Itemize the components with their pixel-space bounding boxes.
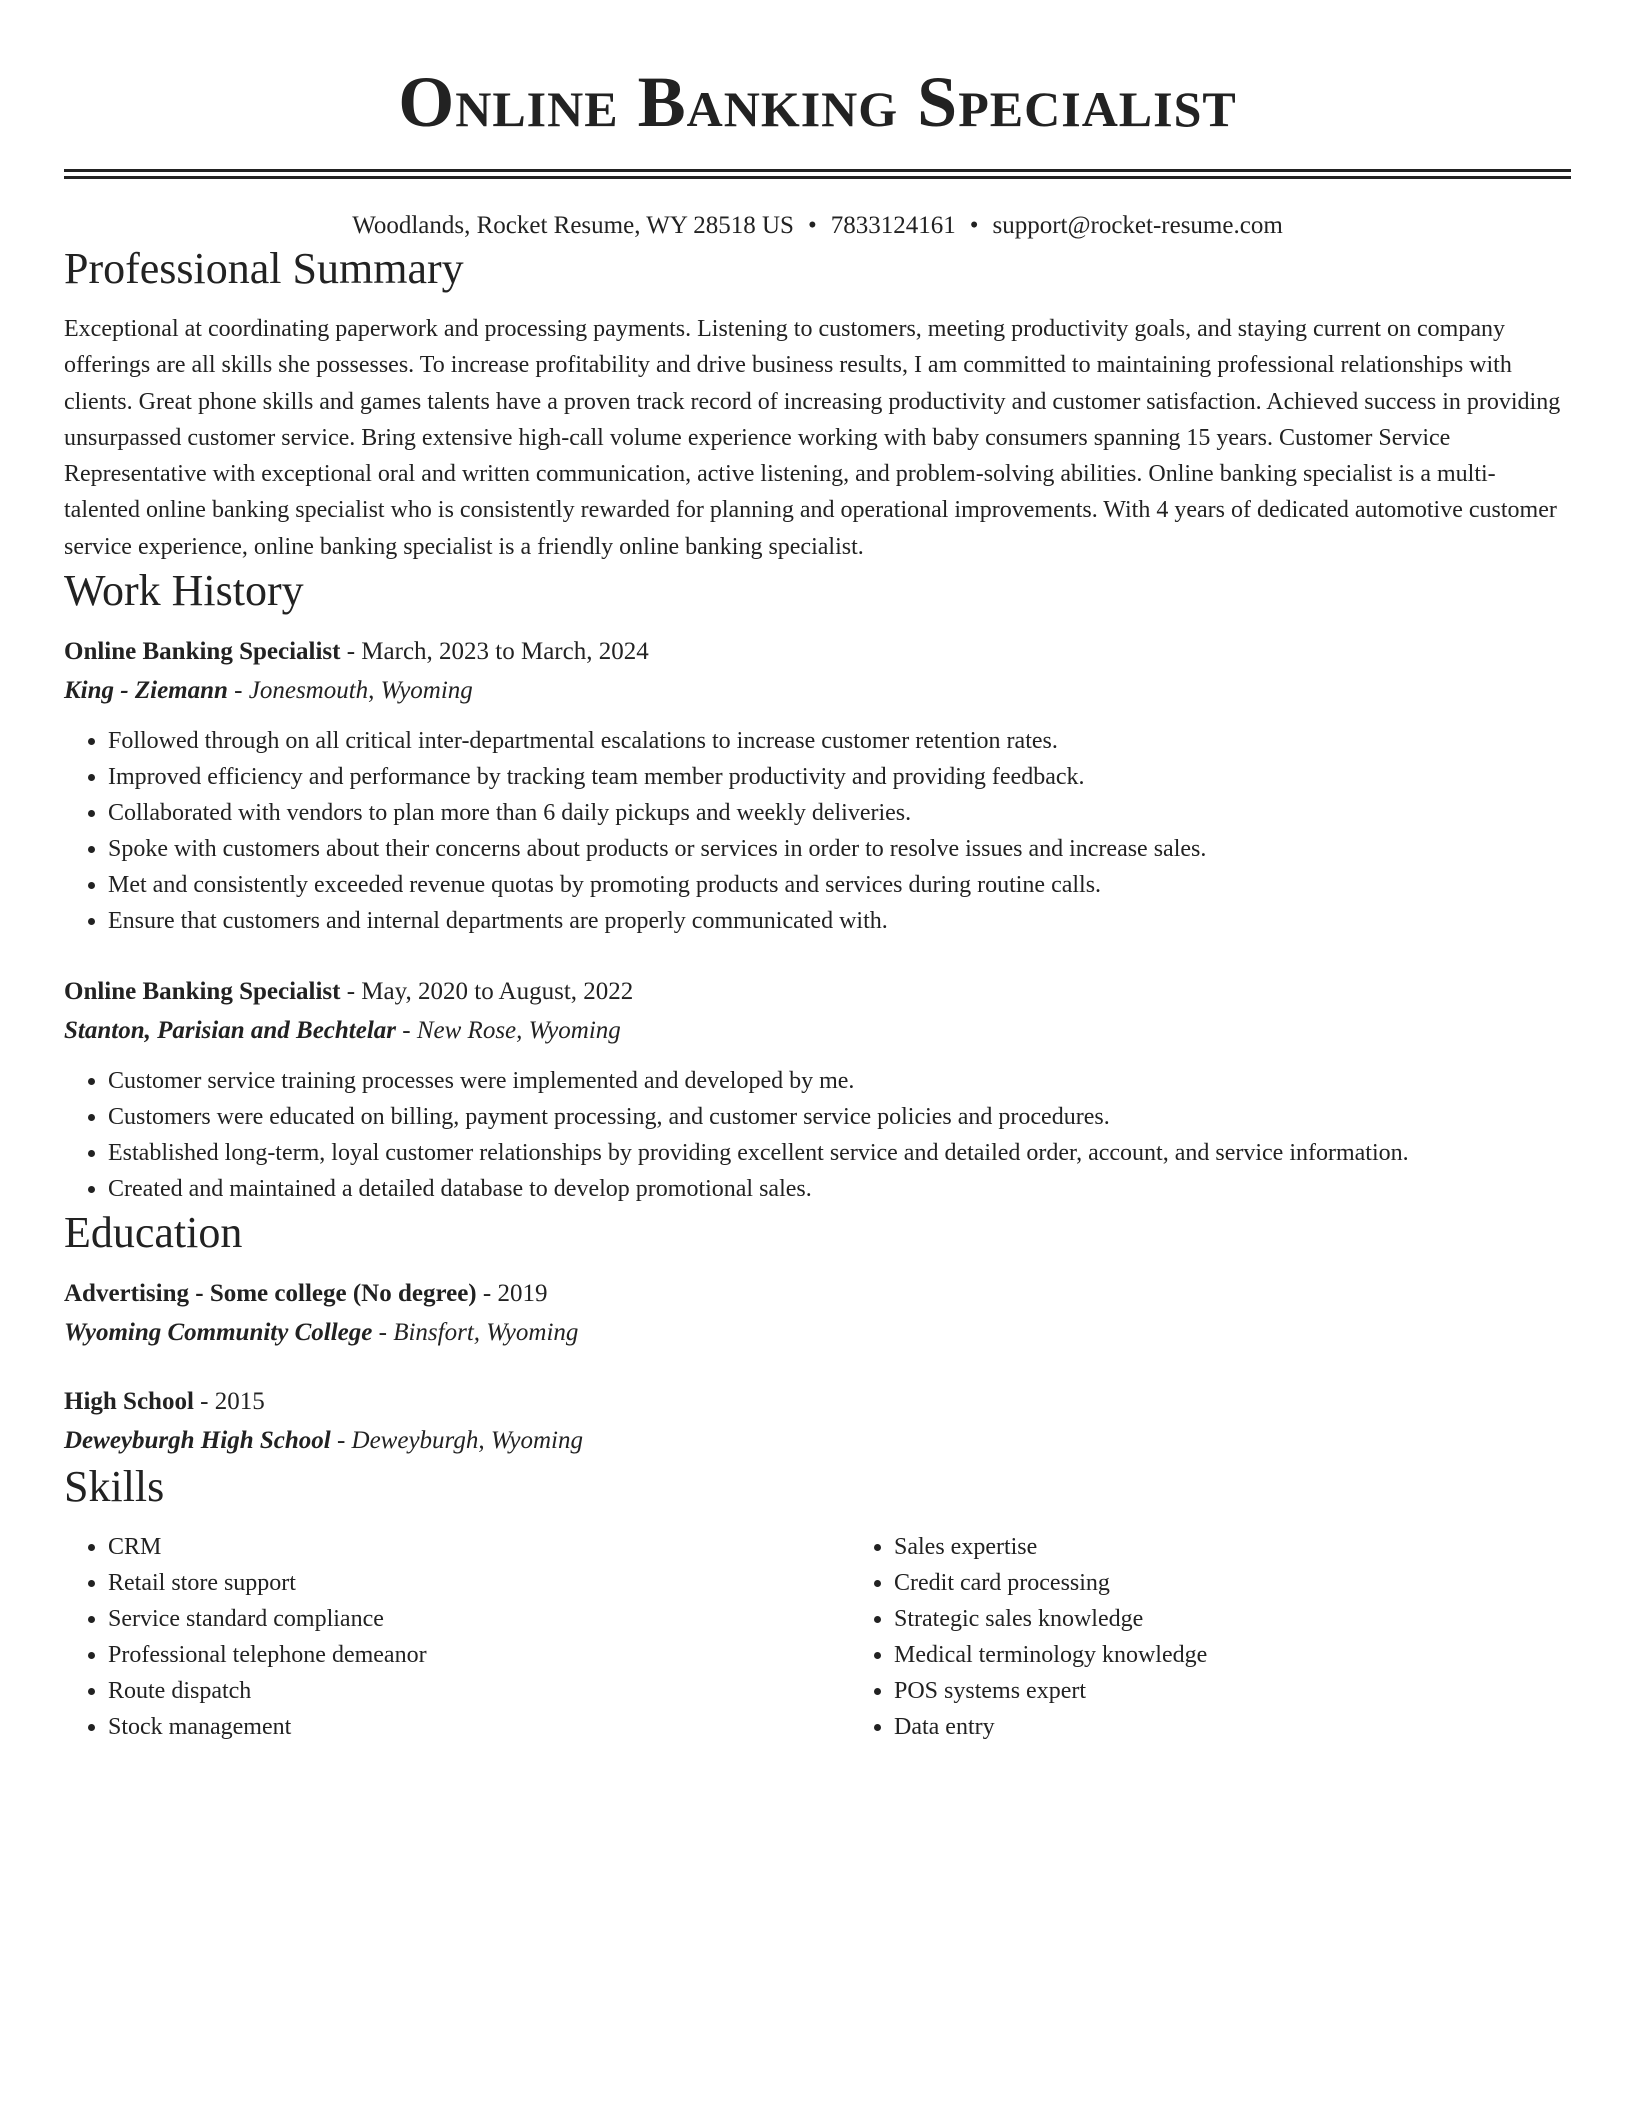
contact-address: Woodlands, Rocket Resume, WY 28518 US <box>352 212 794 239</box>
skill-item: • Sales expertise <box>894 1529 1632 1565</box>
job-duty: • Established long-term, loyal customer relationships by providing excellent service and detailed order, account, and service information. <box>108 1135 1571 1171</box>
skill-item: • Service standard compliance <box>108 1601 850 1637</box>
job-duty: • Customer service training processes were implemented and developed by me. <box>108 1063 1571 1099</box>
job-employer <box>64 671 1571 711</box>
education-entry <box>64 1383 1571 1461</box>
job-dates: - March, 2023 to March, 2024 <box>340 638 649 666</box>
contact-line <box>64 209 1571 243</box>
job-duty: • Met and consistently exceeded revenue quotas by promoting products and services during routine calls. <box>108 867 1571 903</box>
education-institution <box>64 1313 1571 1353</box>
job-entry <box>64 973 1571 1207</box>
contact-separator: • <box>969 212 979 239</box>
job-duty: • Improved efficiency and performance by tracking team member productivity and providing feedback. <box>108 759 1571 795</box>
job-duty: • Collaborated with vendors to plan more than 6 daily pickups and weekly deliveries. <box>108 795 1571 831</box>
section-title-summary: Professional Summary <box>64 244 464 293</box>
education-degree: Advertising - Some college (No degree) <box>64 1280 477 1308</box>
job-duty: • Spoke with customers about their concerns about products or services in order to resolve issues and increase sales. <box>108 831 1571 867</box>
job-duties-list <box>64 723 1571 939</box>
job-duty: • Created and maintained a detailed database to develop promotional sales. <box>108 1171 1571 1207</box>
education-degree: High School <box>64 1388 194 1416</box>
header-divider <box>64 169 1571 179</box>
section-title-skills: Skills <box>64 1462 165 1512</box>
job-location: - New Rose, Wyoming <box>396 1017 621 1045</box>
skill-item: • Strategic sales knowledge <box>894 1601 1632 1637</box>
education-school: Deweyburgh High School <box>64 1427 331 1455</box>
job-duties-list <box>64 1063 1571 1207</box>
skills-list-left <box>64 1529 850 1745</box>
job-company: Stanton, Parisian and Bechtelar <box>64 1017 397 1045</box>
section-title-education: Education <box>64 1208 243 1258</box>
section-title-work-history: Work History <box>64 566 304 616</box>
job-role: Online Banking Specialist <box>64 638 341 666</box>
education-school: Wyoming Community College <box>64 1319 373 1347</box>
education-header <box>64 1275 1571 1313</box>
skill-item: • Professional telephone demeanor <box>108 1637 850 1673</box>
skill-item: • Stock management <box>108 1709 850 1745</box>
job-location: - Jonesmouth, Wyoming <box>227 677 473 705</box>
education-entry <box>64 1275 1571 1353</box>
education-header <box>64 1383 1571 1421</box>
education-year: - 2015 <box>193 1388 265 1416</box>
skills-list-right <box>850 1529 1632 1745</box>
job-duty: • Ensure that customers and internal departments are properly communicated with. <box>108 903 1571 939</box>
job-duty: • Followed through on all critical inter-departmental escalations to increase customer retention rates. <box>108 723 1571 759</box>
contact-email: support@rocket-resume.com <box>992 212 1283 239</box>
education-year: - 2019 <box>476 1280 548 1308</box>
job-header <box>64 973 1571 1011</box>
resume-page <box>64 0 1571 1745</box>
job-header <box>64 633 1571 671</box>
contact-phone: 7833124161 <box>830 212 956 239</box>
job-company: King - Ziemann <box>64 677 228 705</box>
skill-item: • POS systems expert <box>894 1673 1632 1709</box>
skill-item: • Medical terminology knowledge <box>894 1637 1632 1673</box>
job-duty: • Customers were educated on billing, payment processing, and customer service policies and procedures. <box>108 1099 1571 1135</box>
job-employer <box>64 1011 1571 1051</box>
summary-text: Exceptional at coordinating paperwork and processing payments. Listening to customers, meeting productivity goals, and staying current on company offerings are all skills she possesses. To increase profitability and drive business results, I am committed to maintaining professional relationships with clients. Great phone skills and games talents have a proven track record of increasing productivity and customer satisfaction. Achieved success in providing unsurpassed customer service. Bring extensive high-call volume experience working with baby consumers spanning 15 years. Customer Service Representative with exceptional oral and written communication, active listening, and problem-solving abilities. Online banking specialist is a multi-talented online banking specialist who is consistently rewarded for planning and operational improvements. With 4 years of dedicated automotive customer service experience, online banking specialist is a friendly online banking specialist. <box>64 316 1561 560</box>
education-location: - Deweyburgh, Wyoming <box>330 1427 583 1455</box>
skill-item: • Credit card processing <box>894 1565 1632 1601</box>
skill-item: • Retail store support <box>108 1565 850 1601</box>
skills-columns <box>64 1529 1571 1745</box>
job-role: Online Banking Specialist <box>64 978 341 1006</box>
candidate-name: Online Banking Specialist <box>398 62 1237 142</box>
skill-item: • Data entry <box>894 1709 1632 1745</box>
education-location: - Binsfort, Wyoming <box>372 1319 579 1347</box>
education-institution <box>64 1421 1571 1461</box>
job-entry <box>64 633 1571 939</box>
contact-separator: • <box>807 212 817 239</box>
skill-item: • CRM <box>108 1529 850 1565</box>
job-dates: - May, 2020 to August, 2022 <box>340 978 634 1006</box>
skill-item: • Route dispatch <box>108 1673 850 1709</box>
